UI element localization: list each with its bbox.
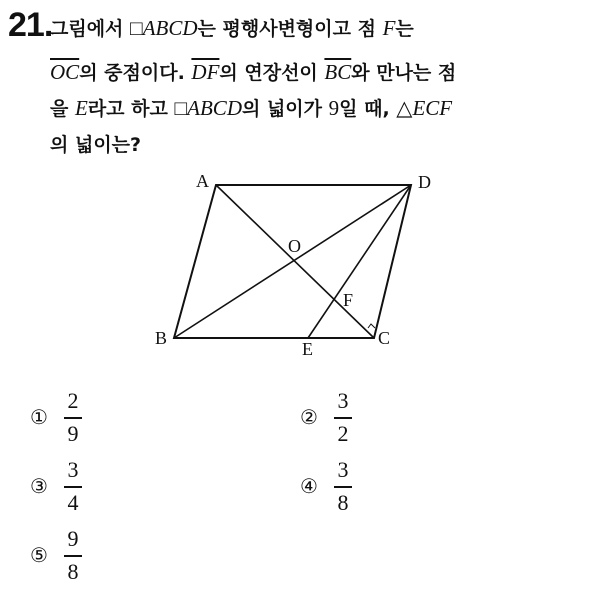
- question-line-2: [50, 58, 456, 85]
- choice-marker: ④: [300, 474, 318, 499]
- label-o: O: [288, 236, 301, 256]
- triangle-symbol: △: [396, 96, 413, 120]
- fraction-bar: [334, 486, 352, 488]
- denominator: 4: [67, 489, 79, 515]
- math-number-nine: 9: [328, 96, 340, 120]
- choice-marker: ⑤: [30, 543, 48, 568]
- text-segment: 일 때,: [339, 98, 397, 120]
- fraction-bar: [64, 417, 82, 419]
- denominator: 8: [67, 558, 79, 584]
- label-b: B: [155, 328, 168, 348]
- parallelogram-figure: [150, 168, 431, 366]
- text-segment: 그림에서: [50, 18, 131, 40]
- math-point-f: F: [382, 16, 396, 40]
- numerator: 9: [67, 526, 79, 551]
- fraction: [334, 388, 352, 447]
- square-symbol: □: [130, 16, 143, 40]
- fraction: [334, 457, 352, 516]
- question-line-1: [50, 14, 414, 41]
- choice-4[interactable]: [300, 457, 352, 516]
- denominator: 2: [337, 420, 349, 446]
- label-d: D: [418, 172, 431, 192]
- numerator: 2: [67, 388, 79, 413]
- fraction-bar: [64, 555, 82, 557]
- denominator: 8: [337, 489, 349, 515]
- math-point-e: E: [74, 96, 88, 120]
- fraction: [64, 526, 82, 585]
- math-abcd: ABCD: [187, 96, 242, 120]
- diagonal-ac: [216, 185, 374, 338]
- numerator: 3: [337, 388, 349, 413]
- square-symbol: □: [174, 96, 188, 120]
- angle-mark: [368, 324, 375, 328]
- segment-de: [308, 185, 411, 338]
- math-abcd: ABCD: [142, 16, 198, 40]
- label-f: F: [343, 290, 354, 310]
- text-segment: 을: [50, 98, 75, 120]
- question-line-4: 의 넓이는?: [50, 134, 142, 156]
- choice-5[interactable]: [30, 526, 82, 585]
- text-segment: 는 평행사변형이고 점: [197, 18, 383, 40]
- text-segment: 라고 하고: [87, 98, 175, 120]
- choice-marker: ①: [30, 405, 48, 430]
- math-segment-oc: $\overline{OC}$: [50, 60, 80, 84]
- denominator: 9: [67, 420, 79, 446]
- question-line-3: [50, 94, 452, 121]
- text-segment: 의 중점이다.: [79, 62, 192, 84]
- label-a: A: [196, 171, 209, 191]
- text-segment: 는: [395, 18, 414, 40]
- question-number: 21.: [8, 6, 53, 44]
- text-segment: 와 만나는 점: [351, 62, 457, 84]
- choice-2[interactable]: [300, 388, 352, 447]
- numerator: 3: [67, 457, 79, 482]
- choice-marker: ③: [30, 474, 48, 499]
- math-segment-bc: $\overline{BC}$: [324, 60, 352, 84]
- fraction: [64, 388, 82, 447]
- choice-1[interactable]: [30, 388, 82, 447]
- math-ecf: ECF: [412, 96, 453, 120]
- fraction-bar: [64, 486, 82, 488]
- fraction-bar: [334, 417, 352, 419]
- text-segment: 의 넓이가: [241, 98, 329, 120]
- choice-marker: ②: [300, 405, 318, 430]
- choice-3[interactable]: [30, 457, 82, 516]
- label-c: C: [378, 328, 391, 348]
- fraction: [64, 457, 82, 516]
- math-segment-df: $\overline{DF}$: [191, 60, 220, 84]
- numerator: 3: [337, 457, 349, 482]
- label-e: E: [302, 339, 313, 359]
- text-segment: 의 연장선이: [219, 62, 325, 84]
